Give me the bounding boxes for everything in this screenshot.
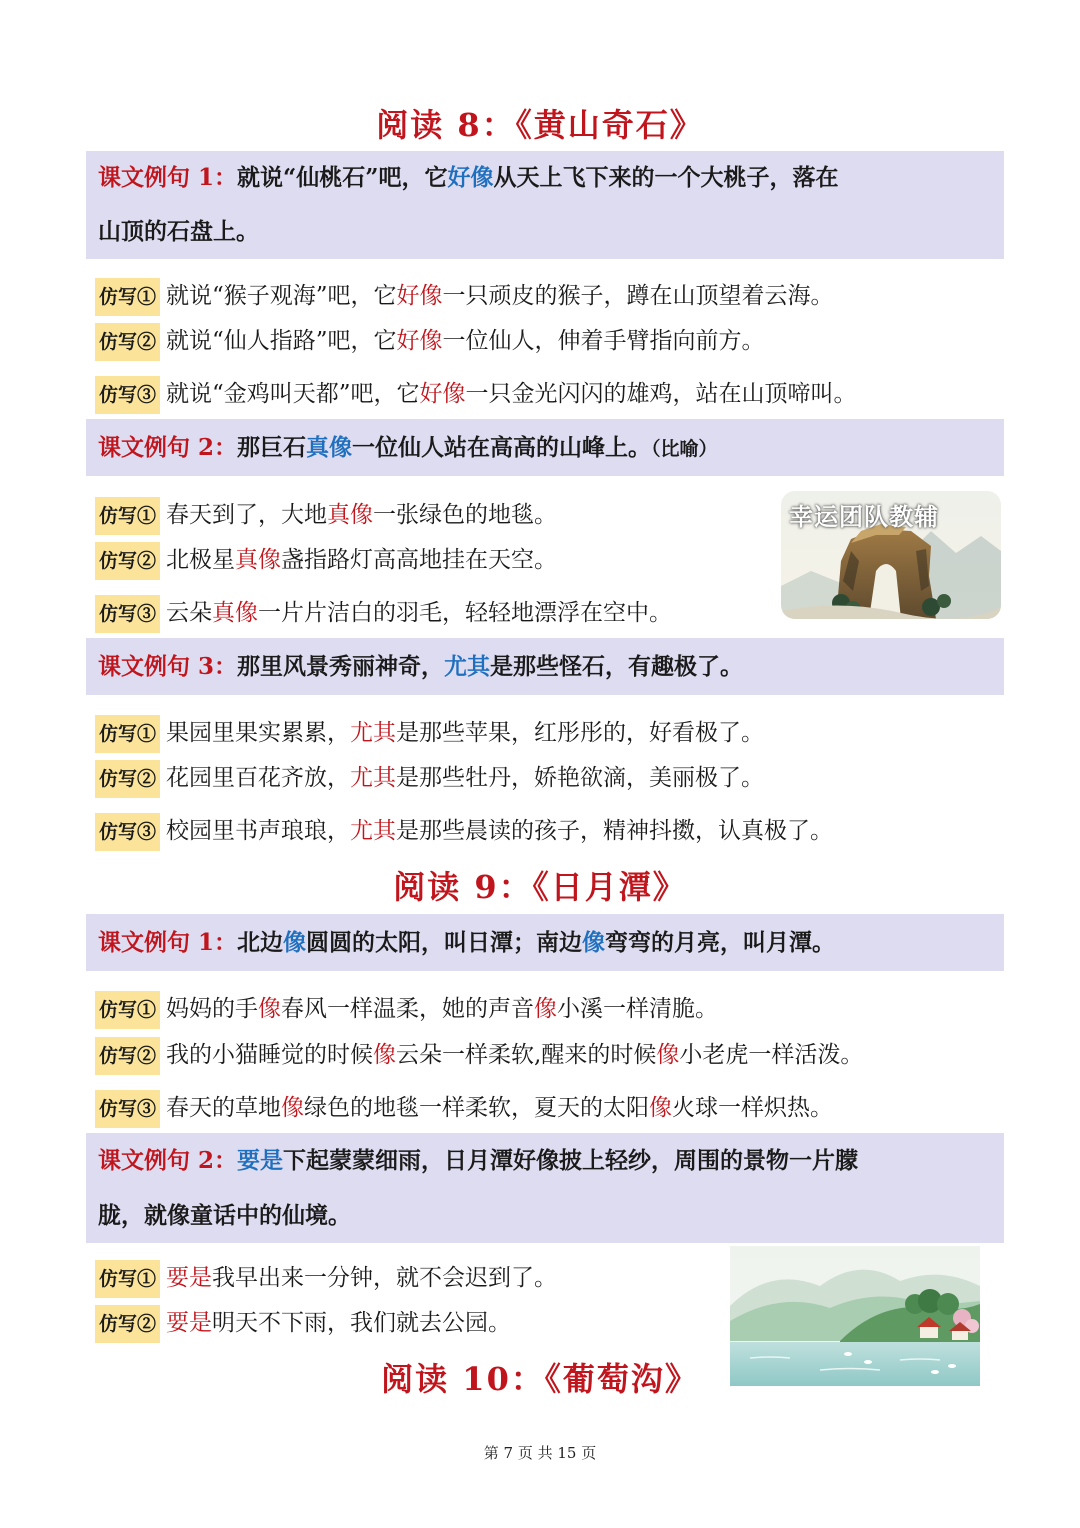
keyword: 真像: [235, 547, 282, 573]
imitation-tag: 仿写③: [95, 376, 160, 414]
row-text: 果园里果实累累，: [166, 720, 351, 746]
keyword: 真像: [306, 434, 353, 461]
row-text: 春天到了，大地: [166, 502, 328, 528]
example-box: [86, 1133, 1004, 1243]
imitation-tag: 仿写③: [95, 595, 160, 633]
row-text: 春风一样温柔，她的声音: [281, 996, 535, 1022]
keyword: 好像: [419, 381, 466, 407]
row-text: 我的小猫睡觉的时候: [166, 1042, 374, 1068]
imitation-row: [95, 1304, 511, 1342]
row-text: 就说“仙人指路”吧，它: [166, 328, 397, 354]
imitation-tag: 仿写①: [95, 991, 160, 1029]
keyword: 尤其: [350, 720, 397, 746]
example-text: 一位仙人站在高高的山峰上。: [352, 434, 652, 461]
keyword: 像: [283, 929, 307, 956]
imitation-tag: 仿写③: [95, 813, 160, 851]
rhetoric-note: （比喻）: [651, 438, 718, 460]
row-text: 小老虎一样活泼。: [679, 1042, 864, 1068]
imitation-tag: 仿写③: [95, 1090, 160, 1128]
row-text: 是那些牡丹，娇艳欲滴，美丽极了。: [396, 765, 765, 791]
keyword: 要是: [166, 1265, 213, 1291]
keyword: 像: [649, 1095, 673, 1121]
example-text: 就说“仙桃石”吧，它: [237, 164, 448, 191]
row-text: 就说“猴子观海”吧，它: [166, 283, 397, 309]
row-text: 北极星: [166, 547, 236, 573]
imitation-tag: 仿写②: [95, 1305, 160, 1343]
imitation-row: [95, 277, 834, 315]
keyword: 像: [373, 1042, 397, 1068]
imitation-row: [95, 990, 718, 1028]
row-text: 我早出来一分钟，就不会迟到了。: [212, 1265, 558, 1291]
example-text: 山顶的石盘上。: [98, 218, 259, 245]
example-box: [86, 151, 1004, 259]
example-text: 从天上飞下来的一个大桃子，落在: [493, 164, 839, 191]
imitation-row: [95, 812, 833, 850]
row-text: 明天不下雨，我们就去公园。: [212, 1310, 512, 1336]
keyword: 像: [281, 1095, 305, 1121]
row-text: 绿色的地毯一样柔软，夏天的太阳: [304, 1095, 650, 1121]
imitation-tag: 仿写①: [95, 497, 160, 535]
example-text: 胧，就像童话中的仙境。: [98, 1202, 351, 1229]
example-text: 圆圆的太阳，叫日潭；南边: [306, 929, 583, 956]
imitation-tag: 仿写②: [95, 323, 160, 361]
example-box: [86, 914, 1004, 971]
keyword: 好像: [396, 328, 443, 354]
imitation-tag: 仿写②: [95, 542, 160, 580]
keyword: 像: [258, 996, 282, 1022]
row-text: 是那些苹果，红彤彤的，好看极了。: [396, 720, 765, 746]
keyword: 好像: [396, 283, 443, 309]
row-text: 是那些晨读的孩子，精神抖擞，认真极了。: [396, 818, 834, 844]
row-text: 盏指路灯高高地挂在天空。: [281, 547, 558, 573]
imitation-tag: 仿写②: [95, 760, 160, 798]
keyword: 尤其: [350, 818, 397, 844]
page-number: 第 7 页 共 15 页: [483, 1444, 597, 1462]
imitation-tag: 仿写①: [95, 1260, 160, 1298]
row-text: 一只金光闪闪的雄鸡，站在山顶啼叫。: [465, 381, 857, 407]
example-text: 下起蒙蒙细雨，日月潭好像披上轻纱，周围的景物一片朦: [283, 1147, 859, 1174]
keyword: 真像: [212, 600, 259, 626]
row-text: 校园里书声琅琅，: [166, 818, 351, 844]
row-text: 云朵一样柔软,醒来的时候: [396, 1042, 657, 1068]
example-text: 那里风景秀丽神奇，: [237, 653, 445, 680]
keyword: 要是: [237, 1147, 284, 1174]
keyword: 像: [534, 996, 558, 1022]
example-text: 那巨石: [237, 434, 307, 461]
row-text: 就说“金鸡叫天都”吧，它: [166, 381, 420, 407]
imitation-tag: 仿写①: [95, 715, 160, 753]
imitation-row: [95, 1259, 557, 1297]
keyword: 尤其: [444, 653, 491, 680]
row-text: 火球一样炽热。: [672, 1095, 834, 1121]
row-text: 一片片洁白的羽毛，轻轻地漂浮在空中。: [258, 600, 673, 626]
imitation-row: [95, 496, 557, 534]
row-text: 春天的草地: [166, 1095, 282, 1121]
section-8-title: 阅读 8：《黄山奇石》: [376, 106, 704, 144]
keyword: 尤其: [350, 765, 397, 791]
imitation-row: [95, 1089, 833, 1127]
imitation-row: [95, 541, 557, 579]
imitation-row: [95, 375, 857, 413]
watermark-text: 幸运团队教辅: [789, 502, 939, 531]
imitation-tag: 仿写②: [95, 1037, 160, 1075]
row-text: 花园里百花齐放，: [166, 765, 351, 791]
keyword: 真像: [327, 502, 374, 528]
keyword: 像: [582, 929, 606, 956]
example-label: 课文例句 1：: [98, 164, 238, 191]
example-text: 弯弯的月亮，叫月潭。: [605, 929, 836, 956]
imitation-row: [95, 322, 765, 360]
row-text: 妈妈的手: [166, 996, 259, 1022]
section-10-title: 阅读 10：《葡萄沟》: [381, 1360, 699, 1398]
example-box: [86, 638, 1004, 695]
example-label: 课文例句 1：: [98, 929, 238, 956]
row-text: 一张绿色的地毯。: [373, 502, 558, 528]
example-text: 北边: [237, 929, 284, 956]
keyword: 好像: [447, 164, 494, 191]
section-9-title: 阅读 9：《日月潭》: [393, 868, 687, 906]
imitation-row: [95, 1036, 863, 1074]
example-label: 课文例句 3：: [98, 653, 238, 680]
row-text: 云朵: [166, 600, 213, 626]
imitation-row: [95, 714, 764, 752]
example-text: 是那些怪石，有趣极了。: [490, 653, 744, 680]
keyword: 像: [656, 1042, 680, 1068]
row-text: 一只顽皮的猴子，蹲在山顶望着云海。: [442, 283, 834, 309]
imitation-row: [95, 594, 672, 632]
example-label: 课文例句 2：: [98, 1147, 238, 1174]
example-label: 课文例句 2：: [98, 434, 238, 461]
imitation-row: [95, 759, 764, 797]
example-box: [86, 419, 1004, 476]
row-text: 一位仙人，伸着手臂指向前方。: [442, 328, 765, 354]
imitation-tag: 仿写①: [95, 278, 160, 316]
row-text: 小溪一样清脆。: [557, 996, 719, 1022]
huangshan-rock-illustration: [781, 491, 1001, 619]
keyword: 要是: [166, 1310, 213, 1336]
